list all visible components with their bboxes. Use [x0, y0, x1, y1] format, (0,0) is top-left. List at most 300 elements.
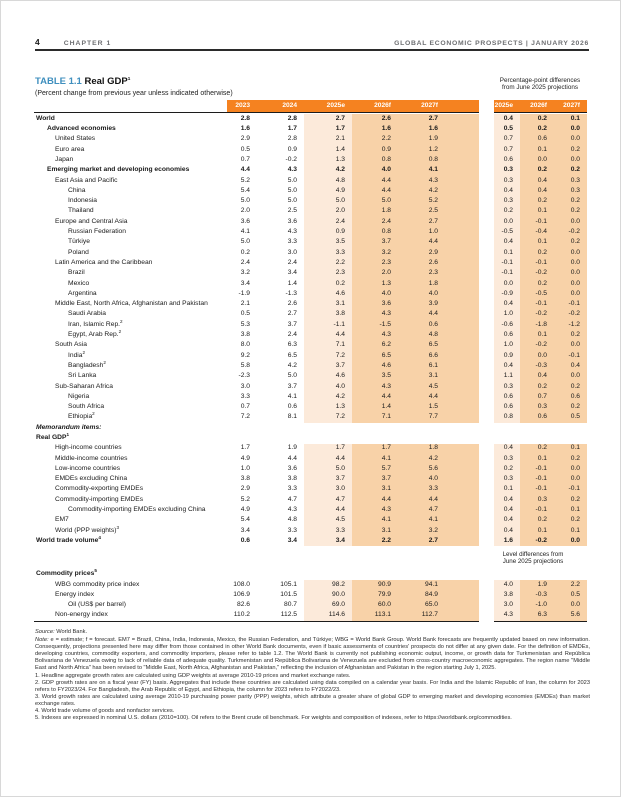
diff-cell: 3.0: [494, 600, 520, 610]
shade-trailer: [445, 248, 479, 258]
row-label: Iran, Islamic Rep.$^2$: [68, 318, 123, 328]
shade-trailer: [445, 196, 479, 206]
diff-cell: 0.1: [520, 238, 554, 248]
value-cell: 4.6: [352, 361, 398, 371]
value-cell: 2.3: [398, 268, 445, 278]
row-label: Japan: [55, 155, 74, 163]
value-cell: 4.4: [352, 495, 398, 505]
diff-cell: 0.1: [554, 444, 587, 454]
diff-cell: -0.1: [494, 268, 520, 278]
value-cell: 1.7: [240, 444, 250, 452]
table-row: [34, 433, 589, 443]
source-note: Source: World Bank.: [35, 629, 88, 635]
value-cell: 7.1: [352, 413, 398, 423]
value-cell: 5.2: [398, 196, 445, 206]
diff-cell: 0.6: [520, 413, 554, 423]
row-label: Low-income countries: [55, 464, 121, 472]
diff-cell: 0.3: [520, 402, 554, 412]
table-row: [34, 258, 589, 268]
diff-cell: -0.9: [494, 289, 520, 299]
value-cell: 82.6: [236, 601, 250, 609]
table-row: [34, 580, 589, 590]
row-label: Middle East, North Africa, Afghanistan and Pakistan: [55, 300, 208, 308]
value-cell: 6.5: [398, 341, 445, 351]
diff-cell: -0.3: [520, 361, 554, 371]
value-cell: 94.1: [398, 580, 445, 590]
diff-cell: 0.2: [520, 382, 554, 392]
diff-cell: 0.3: [520, 495, 554, 505]
shade-trailer: [445, 536, 479, 546]
shade-trailer: [445, 600, 479, 610]
row-label: WBG commodity price index: [55, 580, 140, 588]
shade-trailer: [445, 590, 479, 600]
table-row: [34, 505, 589, 515]
level-diff-spacer: [34, 546, 589, 569]
value-cell: 4.3: [352, 382, 398, 392]
diff-cell: 0.1: [494, 485, 520, 495]
diff-cell: -0.2: [554, 227, 587, 237]
diff-cell: -0.1: [520, 299, 554, 309]
table-row: [34, 402, 589, 412]
value-cell: 3.8: [304, 310, 352, 320]
value-cell: 8.1: [287, 413, 297, 421]
table-row: [34, 310, 589, 320]
diff-cell: 3.8: [494, 590, 520, 600]
shade-trailer: [445, 485, 479, 495]
diff-column-header: 2027f: [554, 100, 587, 112]
row-label: EM7: [55, 516, 69, 524]
diff-cell: 0.0: [494, 217, 520, 227]
value-cell: 5.2: [240, 176, 250, 184]
value-cell: 2.7: [398, 217, 445, 227]
table-row: [34, 444, 589, 454]
shade-trailer: [445, 495, 479, 505]
value-cell: 110.2: [233, 611, 250, 619]
diff-cell: 0.2: [554, 165, 587, 175]
diff-cell: 0.0: [554, 474, 587, 484]
value-cell: 5.0: [304, 464, 352, 474]
row-label: Emerging market and developing economies: [47, 166, 190, 174]
value-cell: 3.6: [287, 217, 297, 225]
value-cell: 3.1: [352, 526, 398, 536]
value-cell: 2.1: [304, 135, 352, 145]
table-row: [34, 413, 589, 423]
column-header: 2027f: [398, 100, 445, 112]
diff-cell: 0.0: [554, 536, 587, 546]
shade-trailer: [445, 114, 479, 124]
value-cell: 4.8: [398, 330, 445, 340]
table-row: [34, 289, 589, 299]
diff-cell: 0.2: [520, 124, 554, 134]
value-cell: 105.1: [280, 580, 297, 588]
value-cell: 90.0: [304, 590, 352, 600]
diff-cell: 0.2: [494, 207, 520, 217]
diff-cell: 0.0: [554, 464, 587, 474]
diff-cell: -0.6: [494, 320, 520, 330]
table-row: [34, 299, 589, 309]
shade-trailer: [445, 402, 479, 412]
value-cell: 2.1: [240, 300, 250, 308]
value-cell: 4.6: [304, 289, 352, 299]
diff-cell: -0.5: [520, 289, 554, 299]
value-cell: 2.7: [304, 114, 352, 124]
diff-cell: 1.1: [494, 371, 520, 381]
diff-cell: 0.5: [494, 124, 520, 134]
value-cell: 4.2: [398, 454, 445, 464]
value-cell: 3.4: [304, 536, 352, 546]
row-label: High-income countries: [55, 444, 122, 452]
value-cell: 2.2: [304, 258, 352, 268]
diff-cell: -0.1: [494, 258, 520, 268]
value-cell: 2.7: [287, 310, 297, 318]
diff-cell: -0.5: [494, 227, 520, 237]
value-cell: 0.2: [240, 248, 250, 256]
shade-trailer: [445, 474, 479, 484]
value-cell: 5.0: [240, 197, 250, 205]
value-cell: 3.7: [287, 320, 297, 328]
table-row: [34, 536, 589, 546]
value-cell: 1.0: [398, 227, 445, 237]
value-cell: 3.8: [240, 475, 250, 483]
general-note: Note: e = estimate; f = forecast. EM7 = Brazil, China, India, Indonesia, Mexico, the Russian Federation, and Türkiye; WBG = World Bank Group. World Bank forecasts are frequently updated based on new information. Consequently, projections presented here may differ from those contained in other World Bank documents, even if basic assessments of countries' prospects do not differ at any given date. For the definition of EMDEs, developing countries, commodity exporters, and commodity importers, please refer to table 1.2. The World Bank is currently not publishing economic output, income, or growth data for Turkmenistan and República Bolivariana de Venezuela owing to lack of reliable data of adequate quality. Turkmenistan and República Bolivariana de Venezuela are excluded from cross-country macroeconomic aggregates. The region name "Middle East and North Africa" has been revised to "Middle East, North Africa, Afghanistan and Pakistan," reflecting the inclusion of Afghanistan and Pakistan in the region starting July 1, 2025.: [35, 637, 590, 672]
value-cell: 3.4: [240, 526, 250, 534]
row-label: Middle-income countries: [55, 454, 128, 462]
value-cell: 5.0: [287, 186, 297, 194]
diff-cell: 0.7: [520, 392, 554, 402]
diff-cell: 0.4: [494, 299, 520, 309]
row-label: Energy index: [55, 590, 95, 598]
value-cell: 3.7: [304, 361, 352, 371]
shade-trailer: [445, 361, 479, 371]
value-cell: 4.2: [287, 361, 297, 369]
value-cell: 4.3: [352, 330, 398, 340]
value-cell: 4.9: [240, 454, 250, 462]
section-label: Memorandum items:: [36, 423, 102, 431]
row-label: Euro area: [55, 145, 85, 153]
value-cell: 2.4: [287, 258, 297, 266]
value-cell: 4.6: [304, 371, 352, 381]
diff-cell: 4.0: [494, 580, 520, 590]
value-cell: 5.3: [240, 320, 250, 328]
value-cell: 4.3: [352, 310, 398, 320]
table-row: [34, 330, 589, 340]
value-cell: -0.2: [285, 155, 297, 163]
value-cell: 60.0: [352, 600, 398, 610]
diff-cell: 0.0: [554, 268, 587, 278]
value-cell: 4.4: [240, 166, 250, 174]
value-cell: 0.8: [398, 155, 445, 165]
page-number: 4: [35, 37, 40, 47]
shade-trailer: [445, 299, 479, 309]
value-cell: 3.2: [398, 526, 445, 536]
value-cell: 2.7: [398, 114, 445, 124]
value-cell: 3.7: [304, 474, 352, 484]
shade-trailer: [445, 464, 479, 474]
shade-trailer: [445, 207, 479, 217]
shade-trailer: [445, 454, 479, 464]
diff-cell: 0.4: [494, 526, 520, 536]
row-label: Brazil: [68, 269, 85, 277]
diff-cell: 0.4: [520, 176, 554, 186]
value-cell: 6.2: [352, 341, 398, 351]
diff-cell: 0.4: [494, 495, 520, 505]
band-trailer: [445, 100, 479, 112]
shade-trailer: [445, 330, 479, 340]
value-cell: 4.4: [398, 495, 445, 505]
shade-trailer: [445, 310, 479, 320]
table-row: [34, 279, 589, 289]
footnote: 2. GDP growth rates are on a fiscal year (FY) basis. Aggregates that include these countries are calculated using data compiled on a calendar year basis. For India and the Islamic Republic of Iran, the column for 2023 refers to FY2023/24. For Bangladesh, the Arab Republic of Egypt, and Ethiopia, the column for 2023 refers to FY2022/23.: [35, 679, 590, 693]
value-cell: 4.0: [398, 289, 445, 299]
diff-cell: 0.5: [554, 413, 587, 423]
shade-trailer: [445, 392, 479, 402]
value-cell: 90.9: [352, 580, 398, 590]
value-cell: 4.0: [352, 289, 398, 299]
diff-cell: 0.0: [554, 279, 587, 289]
diff-cell: 0.3: [494, 176, 520, 186]
diff-cell: 1.0: [494, 341, 520, 351]
value-cell: 5.4: [240, 516, 250, 524]
diff-cell: 0.4: [494, 114, 520, 124]
row-label: Commodity-importing EMDEs excluding China: [68, 506, 206, 514]
value-cell: 6.1: [398, 361, 445, 371]
value-cell: 4.7: [398, 505, 445, 515]
shade-trailer: [445, 124, 479, 134]
value-cell: 4.9: [240, 506, 250, 514]
value-cell: 4.5: [398, 382, 445, 392]
row-label: Bangladesh$^2$: [68, 359, 106, 370]
value-cell: 4.3: [352, 505, 398, 515]
value-cell: 1.8: [398, 279, 445, 289]
shade-trailer: [445, 320, 479, 330]
value-cell: 5.0: [287, 372, 297, 380]
value-cell: 0.7: [240, 155, 250, 163]
diff-cell: -0.4: [520, 227, 554, 237]
value-cell: 3.1: [304, 299, 352, 309]
value-cell: 7.2: [240, 413, 250, 421]
value-cell: 1.4: [352, 402, 398, 412]
value-cell: 4.2: [304, 392, 352, 402]
value-cell: 8.0: [240, 341, 250, 349]
shade-trailer: [445, 413, 479, 423]
running-head: [35, 37, 589, 47]
value-cell: 80.7: [283, 601, 297, 609]
shade-trailer: [445, 258, 479, 268]
table-row: [34, 371, 589, 381]
diff-cell: 0.0: [520, 155, 554, 165]
value-cell: 4.4: [352, 186, 398, 196]
table-row: [34, 600, 589, 610]
value-cell: 0.5: [240, 310, 250, 318]
value-cell: -2.3: [238, 372, 250, 380]
diff-cell: 0.1: [554, 505, 587, 515]
diff-cell: 0.6: [494, 155, 520, 165]
value-cell: 2.5: [287, 207, 297, 215]
table-row: [34, 454, 589, 464]
diff-cell: -0.2: [520, 268, 554, 278]
value-cell: 108.0: [233, 580, 250, 588]
value-cell: 1.7: [304, 444, 352, 454]
diff-cell: 0.2: [554, 516, 587, 526]
value-cell: 1.3: [304, 155, 352, 165]
value-cell: 4.4: [398, 392, 445, 402]
value-cell: 98.2: [304, 580, 352, 590]
value-cell: 112.5: [280, 611, 297, 619]
row-label: East Asia and Pacific: [55, 176, 118, 184]
table-row: [34, 495, 589, 505]
value-cell: 4.0: [398, 474, 445, 484]
diff-column-header: 2025e: [494, 100, 520, 112]
value-cell: 9.2: [240, 351, 250, 359]
value-cell: 3.4: [287, 536, 297, 544]
diff-cell: 0.0: [554, 248, 587, 258]
value-cell: 4.2: [398, 186, 445, 196]
value-cell: 2.9: [240, 135, 250, 143]
value-cell: 3.9: [398, 299, 445, 309]
diff-cell: 0.2: [554, 207, 587, 217]
value-cell: 5.8: [240, 361, 250, 369]
diff-cell: 0.9: [494, 351, 520, 361]
value-cell: 3.3: [240, 392, 250, 400]
value-cell: 4.3: [287, 166, 297, 174]
value-cell: 7.2: [304, 413, 352, 423]
shade-trailer: [445, 516, 479, 526]
table-row: [34, 474, 589, 484]
value-cell: 0.6: [398, 320, 445, 330]
diff-cell: 0.0: [554, 258, 587, 268]
diff-cell: 0.0: [554, 155, 587, 165]
value-cell: 0.2: [304, 279, 352, 289]
diff-cell: -0.1: [520, 258, 554, 268]
table-row: [34, 196, 589, 206]
diff-cell: 0.1: [494, 248, 520, 258]
diff-cell: 0.1: [520, 145, 554, 155]
value-cell: 1.5: [398, 402, 445, 412]
diff-cell: 0.2: [554, 238, 587, 248]
value-cell: 4.3: [287, 228, 297, 236]
value-cell: 2.3: [352, 258, 398, 268]
level-diff-header: Level differences from June 2025 projections: [502, 550, 564, 565]
value-cell: 4.7: [287, 495, 297, 503]
value-cell: 3.3: [287, 485, 297, 493]
row-label: World: [36, 114, 55, 122]
value-cell: 2.4: [240, 258, 250, 266]
value-cell: 0.8: [352, 227, 398, 237]
diff-cell: -0.1: [520, 464, 554, 474]
value-cell: 3.1: [352, 485, 398, 495]
value-cell: 3.3: [287, 526, 297, 534]
value-cell: 0.6: [287, 403, 297, 411]
row-label: Non-energy index: [55, 611, 108, 619]
table-row: [34, 569, 589, 579]
value-cell: 1.9: [398, 135, 445, 145]
value-cell: -1.3: [285, 289, 297, 297]
value-cell: 2.7: [398, 536, 445, 546]
value-cell: -1.5: [352, 320, 398, 330]
value-cell: 3.0: [287, 248, 297, 256]
value-cell: 4.4: [304, 505, 352, 515]
pp-diff-header: Percentage-point differences from June 2025 projections: [499, 77, 581, 92]
value-cell: 5.2: [240, 495, 250, 503]
value-cell: 5.0: [287, 176, 297, 184]
value-cell: 84.9: [398, 590, 445, 600]
value-cell: 2.8: [287, 114, 297, 122]
diff-cell: -0.1: [554, 299, 587, 309]
value-cell: 5.7: [352, 464, 398, 474]
value-cell: 1.2: [398, 145, 445, 155]
value-cell: 5.0: [287, 197, 297, 205]
column-header: 2026f: [352, 100, 398, 112]
table-row: [34, 135, 589, 145]
value-cell: 1.6: [352, 124, 398, 134]
table-row: [34, 155, 589, 165]
table-row: [34, 165, 589, 175]
table-row: [34, 227, 589, 237]
value-cell: 6.6: [398, 351, 445, 361]
footnote: 4. World trade volume of goods and nonfactor services.: [35, 708, 175, 715]
diff-cell: 0.0: [520, 351, 554, 361]
table-row: [34, 100, 589, 112]
diff-cell: 1.6: [494, 536, 520, 546]
shade-trailer: [445, 351, 479, 361]
row-label: Sri Lanka: [68, 372, 97, 380]
diff-cell: -0.1: [554, 485, 587, 495]
diff-cell: 0.3: [494, 382, 520, 392]
value-cell: 1.4: [287, 279, 297, 287]
value-cell: 79.9: [352, 590, 398, 600]
shade-trailer: [445, 268, 479, 278]
value-cell: 4.2: [304, 165, 352, 175]
value-cell: 4.1: [352, 516, 398, 526]
diff-cell: 0.7: [494, 145, 520, 155]
value-cell: 2.8: [240, 114, 250, 122]
footnote: 5. Indexes are expressed in nominal U.S. dollars (2010=100). Oil refers to the Brent crude oil benchmark. For weights and composition of indexes, refer to https://worldbank.org/commodities.: [35, 715, 512, 722]
diff-cell: 0.4: [494, 516, 520, 526]
value-cell: 2.9: [398, 248, 445, 258]
value-cell: 4.4: [352, 176, 398, 186]
value-cell: 1.4: [304, 145, 352, 155]
title-footnote-ref: 1: [127, 75, 131, 81]
value-cell: 3.7: [287, 382, 297, 390]
value-cell: 4.4: [304, 454, 352, 464]
value-cell: 4.1: [398, 165, 445, 175]
row-label: Advanced economies: [47, 125, 116, 133]
shade-trailer: [445, 611, 479, 621]
value-cell: 2.0: [304, 207, 352, 217]
column-header: 2025e: [304, 100, 352, 112]
publication-title: GLOBAL ECONOMIC PROSPECTS | JANUARY 2026: [394, 40, 589, 47]
table-row: [34, 320, 589, 330]
value-cell: 0.7: [240, 403, 250, 411]
value-cell: 2.4: [287, 331, 297, 339]
value-cell: 2.4: [304, 217, 352, 227]
value-cell: 4.4: [398, 238, 445, 248]
table-row: [34, 114, 589, 124]
footnote-list: [35, 673, 590, 723]
chapter-label: CHAPTER 1: [63, 40, 112, 47]
value-cell: 4.4: [287, 454, 297, 462]
footnote: 1. Headline aggregate growth rates are calculated using GDP weights at average 2010-19 prices and market exchange rates.: [35, 672, 351, 679]
value-cell: 6.5: [287, 351, 297, 359]
value-cell: 113.1: [352, 611, 398, 621]
diff-cell: 0.3: [554, 176, 587, 186]
table-number-label: TABLE 1.1: [35, 76, 82, 87]
value-cell: 2.5: [398, 207, 445, 217]
diff-cell: 0.2: [554, 454, 587, 464]
diff-cell: 0.2: [554, 402, 587, 412]
row-label: Commodity-importing EMDEs: [55, 495, 144, 503]
value-cell: 2.0: [352, 268, 398, 278]
